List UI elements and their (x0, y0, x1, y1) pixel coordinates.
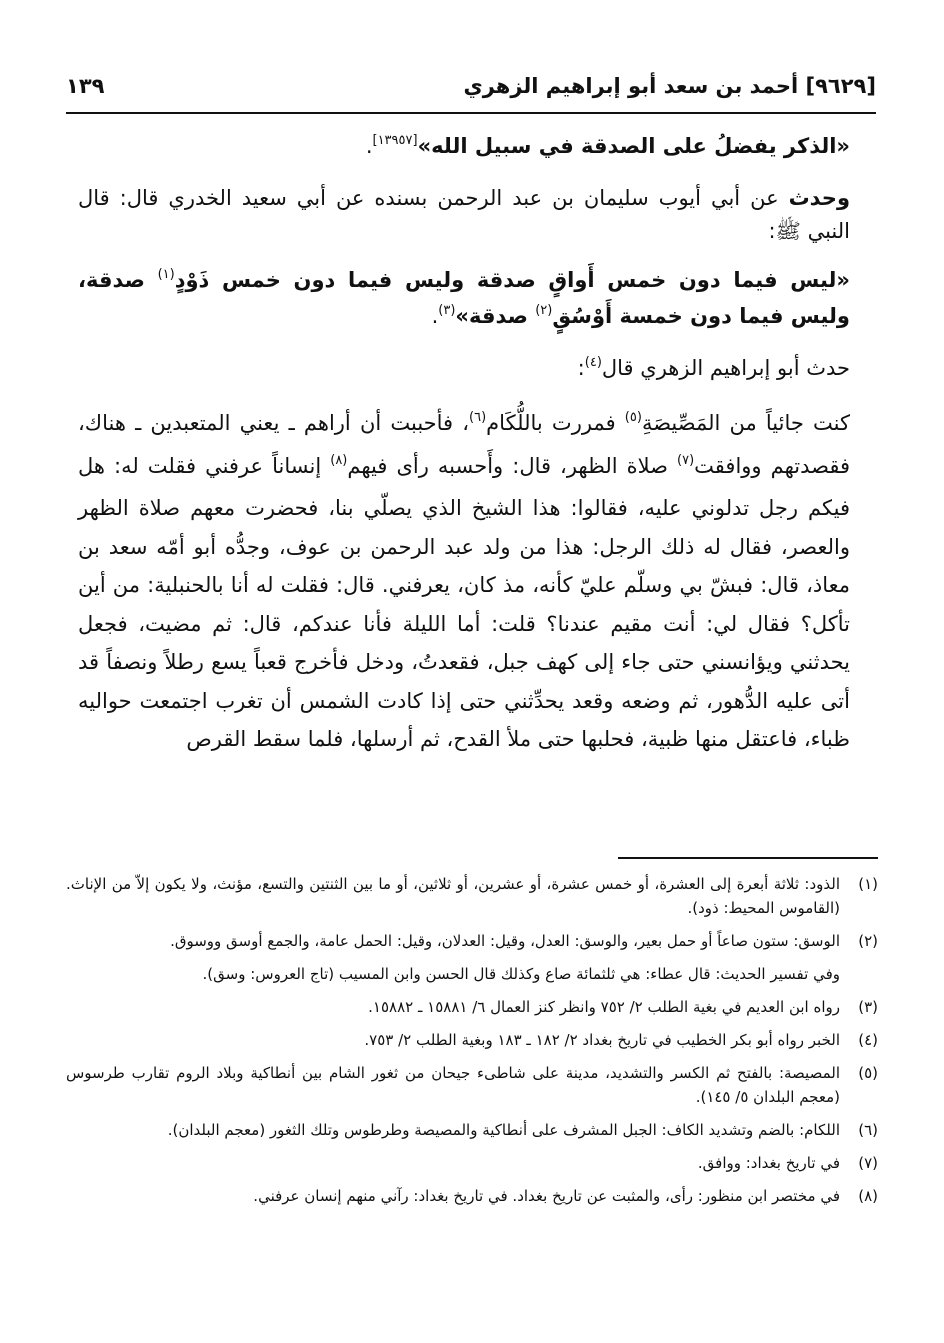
footnote-marker: (٥) (624, 410, 642, 425)
main-text (78, 130, 878, 759)
punctuation: : (577, 356, 585, 380)
paragraph-lead-word: وحدث (788, 186, 850, 210)
footnote-number: (٤) (858, 1031, 878, 1049)
footnote-marker: (٢) (535, 303, 553, 318)
footnote-marker: (٤) (584, 355, 602, 370)
footnote-number: (٢) (858, 932, 878, 950)
narration-text: صلاة الظهر، قال: وأَحسبه رأى فيهم (347, 453, 678, 478)
footnote (66, 929, 878, 953)
header-title: [٩٦٢٩] أحمد بن سعد أبو إبراهيم الزهري (463, 74, 876, 98)
footnote-marker: (١) (157, 267, 175, 282)
footnote (66, 1184, 878, 1208)
narration-intro-text: حدث أبو إبراهيم الزهري قال (601, 356, 850, 380)
footnote-number: (٧) (858, 1154, 878, 1172)
footnote-text: في مختصر ابن منظور: رأى، والمثبت عن تاريخ بغداد. في تاريخ بغداد: رآني منهم إنسان عرفني. (253, 1187, 840, 1205)
footnote-text: الذود: ثلاثة أبعرة إلى العشرة، أو خمس عشرة، أو عشرين، أو ثلاثين، أو ما بين الثنتين والتسع، مؤنث، ولا يكون إلاّ من الإناث. (القاموس المحيط: ذود). (66, 875, 840, 917)
footnote-text: رواه ابن العديم في بغية الطلب ٢/ ٧٥٢ وانظر كنز العمال ٦/ ١٥٨٨١ ـ ١٥٨٨٢. (368, 998, 840, 1016)
narration-text: إنساناً عرفني فقلت له: هل فيكم رجل تدلوني عليه، فقالوا: هذا الشيخ الذي يصلّي بنا، فحضرت معهم صلاة الظهر والعصر، فقال له ذلك الرجل: هذا من ولد عبد الرحمن بن عوف، وجدُّه أبو أمّه سعد بن معاذ، قال: فبشّ بي وسلّم عليّ كأنه، مذ كان، يعرفني. قال: فقلت له أنا بالحنبلية: من أين تأكل؟ فقال لي: أنت مقيم عندنا؟ قلت: أما الليلة فأنا عندكم، قال: ثم مضيت، فجعل يحدثني ويؤانسني حتى جاء إلى كهف جبل، فقعدتُ، ودخل فأخرج قعباً يسع رطلاً ونصفاً قد أتى عليه الدُّهور، ثم وضعه وقعد يحدِّثني حتى إذا كادت الشمس أن تغرب اجتمعت حواليه ظباء، فاعتقل منها ظبية، فحلبها حتى ملأ القدح، ثم أرسلها، فلما سقط القرص (78, 453, 850, 751)
hadith-quote-1 (78, 130, 878, 166)
footnote-marker: (٦) (469, 410, 487, 425)
narration-text: فمررت باللُّكَام (486, 411, 625, 435)
footnote-number: (٣) (858, 998, 878, 1016)
footnote-number: (٥) (858, 1064, 878, 1082)
footnote (66, 1061, 878, 1109)
footnotes (66, 872, 878, 1217)
hadith-text: صدقة» (455, 304, 536, 328)
footnote-separator (618, 857, 878, 859)
hadith-reference: [١٣٩٥٧] (372, 133, 418, 148)
footnote-marker: (٧) (677, 452, 695, 468)
hadith-text: صدقة، وليس فيما دون خمسة أَوْسُقٍ (78, 268, 850, 328)
footnote-number: (١) (858, 875, 878, 893)
footnote-number: (٨) (858, 1187, 878, 1205)
narration-text: كنت جائياً من المَصِّيصَةِ (641, 411, 850, 435)
footnote-marker: (٨) (330, 452, 348, 468)
footnote (66, 872, 878, 920)
page-number: ١٣٩ (66, 74, 105, 98)
hadith-quote-2 (78, 264, 878, 336)
narration-text: ، فأحببت أن أراهم ـ يعني المتعبدين ـ هناك، فقصدتهم ووافقت (78, 411, 850, 478)
footnote-text: في تاريخ بغداد: ووافق. (697, 1154, 840, 1172)
footnote (66, 1118, 878, 1142)
footnote-marker: (٣) (438, 303, 456, 318)
punctuation: . (431, 304, 439, 328)
hadith-text: «الذكر يفضلُ على الصدقة في سبيل الله» (417, 134, 850, 158)
footnote (66, 1151, 878, 1175)
footnote-number: (٦) (858, 1121, 878, 1139)
footnote-text: اللكام: بالضم وتشديد الكاف: الجبل المشرف على أنطاكية والمصيصة وطرطوس وتلك الثغور (معجم البلدان). (167, 1121, 840, 1139)
isnad-paragraph (78, 182, 878, 248)
isnad-text: عن أبي أيوب سليمان بن عبد الرحمن بسنده عن أبي سعيد الخدري قال: قال النبي ﷺ: (78, 186, 850, 243)
footnote-text: الخبر رواه أبو بكر الخطيب في تاريخ بغداد ٢/ ١٨٢ ـ ١٨٣ وبغية الطلب ٢/ ٧٥٣. (364, 1031, 840, 1049)
narration-paragraph (78, 404, 878, 759)
footnote (66, 1028, 878, 1052)
narration-intro (78, 352, 878, 388)
punctuation: . (365, 134, 373, 158)
hadith-text: «ليس فيما دون خمس أَواقٍ صدقة وليس فيما دون خمس ذَوْدٍ (174, 268, 850, 292)
footnote-text: الوسق: ستون صاعاً أو حمل بعير، والوسق: العدل، وقيل: العدلان، وقيل: الحمل عامة، والجمع أوسق ووسوق. (170, 932, 840, 950)
footnote-continuation: وفي تفسير الحديث: قال عطاء: هي ثلثمائة صاع وكذلك قال الحسن وابن المسيب (تاج العروس: وسق). (202, 965, 840, 983)
footnote (66, 995, 878, 1019)
running-header (66, 72, 876, 114)
footnote-text: المصيصة: بالفتح ثم الكسر والتشديد، مدينة على شاطىء جيحان من ثغور الشام بين أنطاكية وبلاد الروم تقارب طرسوس (معجم البلدان ٥/ ١٤٥). (66, 1064, 840, 1106)
